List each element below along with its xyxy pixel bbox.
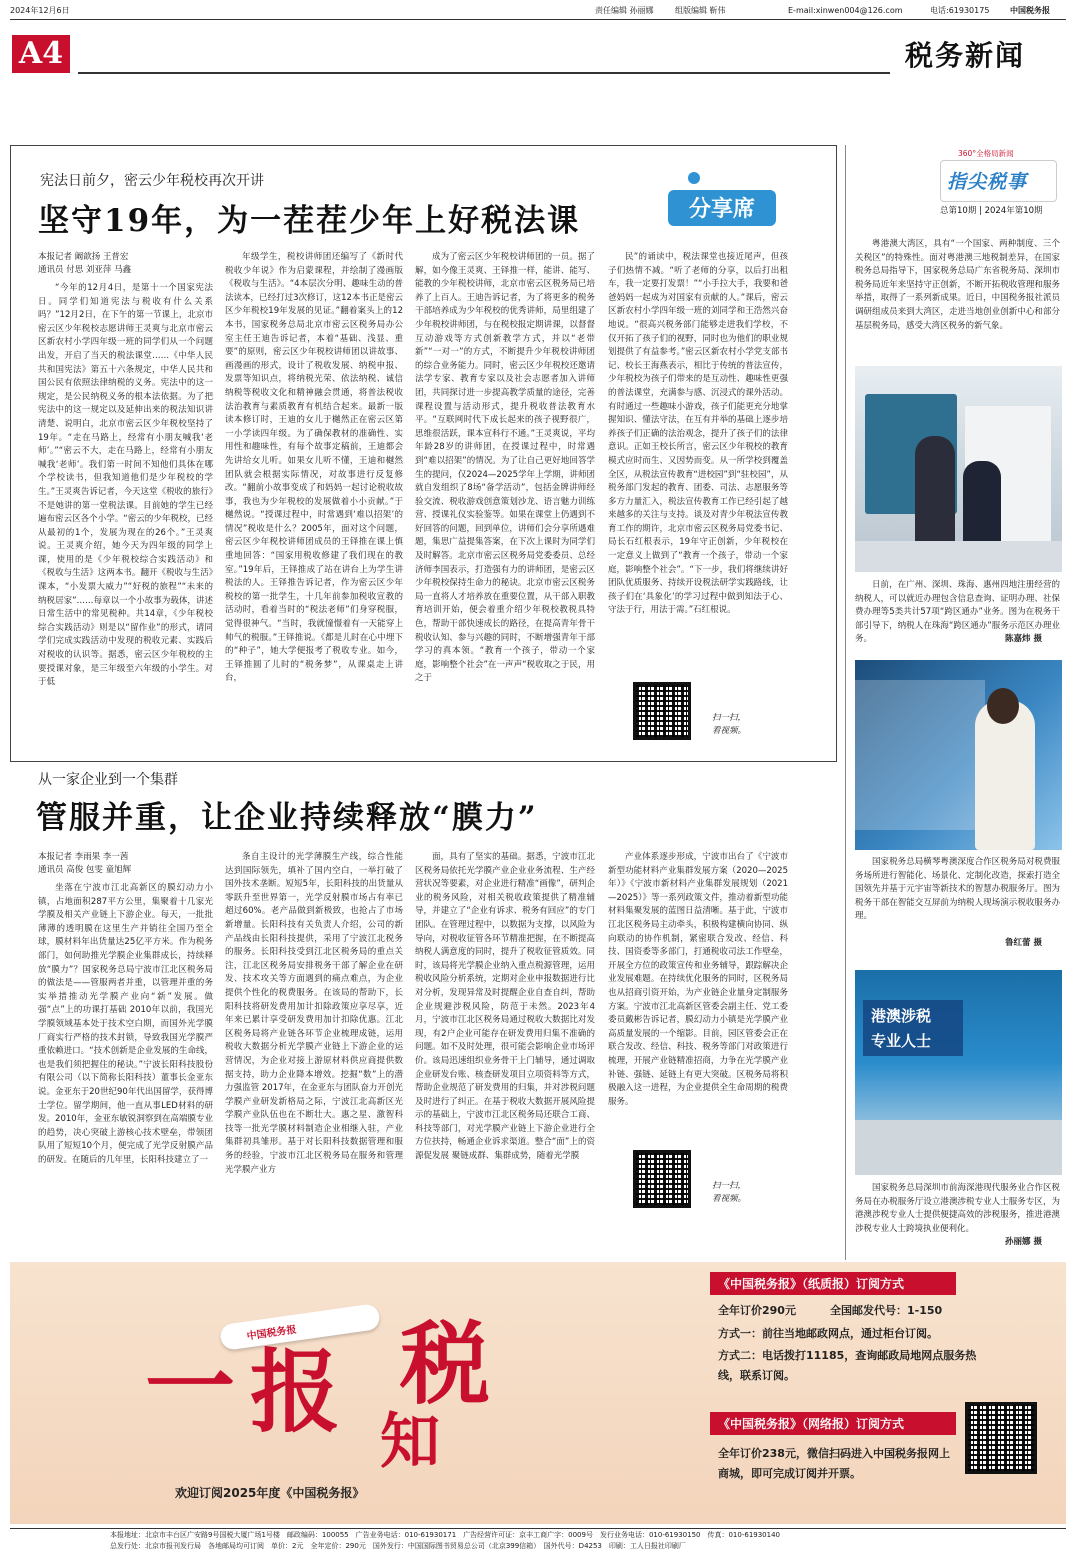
badge-issue: 总第10期 | 2024年第10期 <box>940 206 1043 216</box>
article1-qr-code[interactable] <box>633 682 691 740</box>
article2-column-3-text: 面，具有了坚实的基础。据悉，宁波市江北区税务局依托光学膜产业企业业务流程、生产经营状况等要素，对企业进行精准“画像”，研判企业的税务风险，对相关税收政策提供了精准辅导，并建立了“企业有诉求、税务有回应”的专门团队。在管理过程中，以数据为支撑，以风险为导向，对税收征管各环节精准把握，在不断提高纳税人满意度的同时，提升了税收征管质效。同时，该局将光学膜企业纳入重点税源管理，运用税收风险分析系统，定期对企业申报数据进行比对分析，发现异常及时提醒企业自查自纠，帮助企业规避涉税风险，防范于未然。2023年4月，宁波市江北区税务局通过税收大数据比对发现，有2户企业可能存在研发费用归集不准确的问题。如不及时处理，很可能会影响企业市场评价。该局迅速组织业务骨干上门辅导，通过调取企业研发台账、核查研发项目立项资料等方式，帮助企业规范了研发费用的归集，并对涉税问题及时进行了纠正。在基于税收大数据开展风险提示的基础上，宁波市江北区税务局还联合工商、科技等部门，对光学膜产业链上下游企业进行全方位扶持，畅通企业诉求渠道。整合“面”上的资源促发展 聚链成群、集群成势，随着光学膜 <box>415 852 595 1162</box>
sidebar-divider <box>845 145 846 1260</box>
footer-rule <box>10 1528 1066 1529</box>
sidebar-intro: 粤港澳大湾区，具有“一个国家、两种制度、三个关税区”的特殊性。面对粤港澳三地税制差异，在国家税务总局指导下，国家税务总局广东省税务局、深圳市税务局近年来坚持守正创新，不断开拓税收管理和服务举措，取得了一系列新成果。近日，中国税务报社派员调研组成员来到大湾区，走进当地创业创新中心和部分基层税务局，感受大湾区税务的新气象。 <box>855 239 1060 331</box>
photo1-person-a <box>915 436 955 556</box>
sidebar-badge <box>940 148 1060 224</box>
photo3-counter <box>855 1120 1062 1175</box>
badge-logo-text: 指尖税事 <box>947 171 1028 193</box>
photo2-head <box>987 688 1019 724</box>
article1-column-4-text: 民”的诵读中，税法课堂也接近尾声，但孩子们热情不减。“听了老师的分享，以后打出租车，我一定要打发票！”“小手拉大手，我要和爸爸妈妈一起成为对国家有贡献的人。”课后，密云区新农村小学四年级一班的刘同学和王浩然兴奋地说。“很高兴税务部门能够走进我们学校，不仅开拓了孩子们的视野，同时也为他们的职业规划提供了有益参考。”密云区新农村小学党支部书记、校长王海燕表示，相比于传统的普法宣传，少年税校为孩子们带来的是互动性、趣味性更强的普法课堂，充满参与感、沉浸式的课外活动。有时通过一些趣味小游戏，孩子们能更充分地掌握知识、懂法守法，在互有并举的基础上逐步培养孩子们正确的法治观念，提升了孩子们的法律意识。正如王校长所言，密云区少年税校的教育模式应时而生、又因势而变。从一所学校到覆盖全区，从税法宣传教育“进校园”到“驻校园”，从税务部门发起的教育、团委、司法、志愿服务等多方力量汇入，税法宣传教育工作已经引起了越来越多的关注与支持。谈及对青少年税法宣传教育工作的期许，北京市密云区税务局党委书记、局长石红根表示，19年守正创新，少年税校在一定意义上做到了“教育一个孩子，带动一个家庭，影响整个社会”。“下一步，我们将继续讲好团队优质服务、持续开设税法研学实践路线，让孩子们在‘具象化’的学习过程中做到知法于心、守法于行，用法于需。”石红根说。 <box>608 252 788 616</box>
header-date: 2024年12月6日 <box>10 6 70 15</box>
article1-column-4 <box>608 251 788 669</box>
article1-column-3-text: 成为了密云区少年税校讲师团的一员。据了解，如今像王灵爽、王铎推一样，能讲、能写、能教的少年税校讲师，北京市密云区税务局已培养了上百人。王迪告诉记者，为了将更多的税务干部培养成为少年税校的优秀讲师，局里组建了少年税校讲师团，与在税校报定期讲课，以督督互动游戏等方式创新教学方式，并以“老带新”“一对一”的方式，不断提升少年税校讲师团的综合业务能力。同时，密云区少年税校还邀请法学专家、教育专家以及社会志愿者加入讲师团，共同探讨进一步提高教学质量的途径，完善课程设置与活动形式，提升税收普法教育水平。“互联网时代下成长起来的孩子视野很广，思维很活跃，课本宣科行不通。”王灵爽说，平均年龄28岁的讲师团，在授课过程中，时常遇到“难以招架”的情况。为了让自己更好地回答学生的提问，仅2024—2025学年上学期，讲师团就自发组织了8场“备学活动”，包括金牌讲师经验交流、税收游戏创意策划沙龙、语言魅力训练营、授课礼仪实验鉴等。如果在课堂上仍遇到不好回答的问题，回到单位，讲师们会分享所遇难题，集思广益提集答案，在下次上课时为同学们及时解答。北京市密云区税务局党委委员、总经济师李国表示，打造强有力的讲师团，是密云区少年税校保持生命力的秘诀。北京市密云区税务局一直将人才培养放在重要位置，从干部入职教育培训开始，便会着重介绍少年税校教税具特色，帮助干部快速成长的路径，在提高青年骨干税收认知、参与兴趣的同时，不断增强青年干部学习的真本领。“教育一个孩子，带动一个家庭，影响整个社会”在一声声“税收取之于民，用之于 <box>415 252 595 684</box>
article2-byline-correspondents: 通讯员 高俊 包雯 童旭辉 <box>38 865 132 875</box>
sidebar-photo-2-credit: 鲁红蕾 摄 <box>1005 938 1042 948</box>
article1-column-2 <box>225 251 403 746</box>
article1-byline-correspondents: 通讯员 付思 刘亚萍 马鑫 <box>38 265 132 275</box>
ad-box-paper <box>710 1272 1055 1402</box>
sidebar-photo-3-credit: 孙丽娜 摄 <box>1005 1237 1042 1247</box>
ad-box-paper-title: 《中国税务报》（纸质报）订阅方式 <box>710 1272 956 1295</box>
header-editor: 责任编辑 孙丽娜 <box>595 6 654 15</box>
share-tag-label: 分享席 <box>688 196 755 222</box>
photo1-counter <box>855 541 1062 572</box>
sidebar-photo-1 <box>855 366 1062 572</box>
ad-char-1: 一 <box>145 1334 235 1440</box>
article1-qr-caption: 扫一扫，看视频。 <box>712 713 747 736</box>
ad-box-paper-price: 全年订价290元 <box>718 1304 796 1317</box>
ad-char-2: 报 <box>250 1339 340 1445</box>
header-email: E-mail:xinwen004@126.com <box>788 6 903 15</box>
badge-logo <box>940 160 1057 202</box>
ad-char-3: 税 <box>400 1311 490 1417</box>
footer-line-1: 本报地址：北京市丰台区广安路9号国税大厦广场1号楼 邮政编码：100055 广告业务电话：010-61930171 广告经营许可证：京丰工商广字：0009号 发行业务电话：010-61930150 传真：010-61930140 <box>110 1531 780 1539</box>
article2-byline <box>38 851 198 877</box>
article1-title: 坚守19年，为一茬茬少年上好税法课 <box>38 203 581 239</box>
header-paper: 中国税务报 <box>1010 6 1050 15</box>
article1-column-2-text: 年级学生，税校讲师团还编写了《新时代税收少年说》作为启蒙课程，并绘制了漫画版《税收与生活》。“4本层次分明、趣味生动的普法读本，已经打过3次修订，这12本书正是密云区少年税校19年发展的见证。”翻着案头上的12本书，国家税务总局北京市密云区税务局办公室主任王迪告诉记者，本着“基础、浅显、重要”的原则，密云区少年税校讲师团以讲故事、画漫画的形式，设计了税收发展、纳税申报、发票等知识点，将纳税光荣、依法纳税、诚信纳税等税收文化和精神融会贯通，将普法税收法治教育与素质教育有机结合起来。最新一版读本修订时，王迪的女儿于樾然正在密云区第一小学读四年级。为了确保教材的准确性、实用性和趣味性，有每个故事定稿前，王迪都会先讲给女儿听。如果女儿听不懂，王迪和樾然团队就会根据实际情况，对故事进行反复修改。“翻前小故事变成了和妈妈一起讨论税收故事，我也为少年税校的发展做着小小贡献。”于樾然说。“授课过程中，时常遇到‘难以招架’的情况”税收是什么？2005年，面对这个问题，密云区少年税校讲师团成员的王铎推在课上慎重地回答：“国家用税收修建了我们现在的教室。”19年后，王铎推成了站在讲台上为学生讲税法的人。王铎推告诉记者，作为密云区少年税校的第一批学生，十几年前参加税收宣教的活动时，看着当时的“税法老师”们身穿税服，觉得很神气。“当时，我就憧憬着有一天能穿上帅气的税服。”王铎推说。《都是儿时在心中埋下的“种子”，她大学便报考了税收专业。如今，王铎推圆了儿时的“税务梦”，从课桌走上讲台， <box>225 252 403 684</box>
sidebar-photo-1-caption: 日前，在广州、深圳、珠海、惠州四地注册经营的纳税人，可以就近办理包含信息查询、证明办理、社保费办理等5类共计57项“跨区通办”业务。图为在税务干部引导下，纳税人在珠海“跨区通办”服务示范区办理业务。 <box>855 580 1060 644</box>
subscription-ad <box>10 1262 1066 1524</box>
sidebar-photo-3 <box>855 970 1062 1175</box>
article1-column-3 <box>415 251 595 746</box>
ad-box-online-text: 全年订价238元，微信扫码进入中国税务报网上商城，即可完成订阅并开票。 <box>718 1447 950 1480</box>
article2-column-1-text: 坐落在宁波市江北高新区的膜幻动力小镇，占地面积287平方公里，集聚着十几家光学膜及相关产业链上下游企业。每天，一批批薄薄的透明膜在这里生产并销往全国乃至全球，膜材料年出货量达25亿平方米。作为税务部门，如何助推光学膜企业集群成长，持续释放“膜力”？国家税务总局宁波市江北区税务局的做法是——管服两者并重，以管理并重的务实举措推动光学膜产业向“新”发展。做强“点”上的功课打基础 2010年以前，我国光学膜领域基本处于技术空白期，而国外光学膜厂商实行严格的技术封锁，导致我国光学膜严重依赖进口。“技术创新是企业发展的生命线，也是我们须把握住的秘诀。”宁波长阳科技股份有限公司（以下简称长阳科技）董事长金亚东说。金亚东于20世纪90年代出国留学，获得博士学位。留学期间，他一直从事LED材料的研发。2010年，金亚东敏锐洞察到在高端膜专业的趋势，决心突破上游核心技术壁垒，带领团队用了短短10个月，便完成了光学反射膜产品的研发。在随后的几年里，长阳科技建立了一 <box>38 883 213 1165</box>
sidebar-photo-3-caption: 国家税务总局深圳市前海深港现代服务业合作区税务局在办税服务厅设立港澳涉税专业人士服务专区，为港澳涉税专业人士提供便捷高效的涉税服务，推进港澳涉税专业人士跨境执业便利化。 <box>855 1183 1060 1234</box>
article2-qr-code[interactable] <box>633 1150 691 1208</box>
section-title: 税务新闻 <box>905 39 1026 72</box>
article2-column-2 <box>225 851 403 1248</box>
photo3-sign-line-1: 港澳涉税 <box>871 1007 932 1025</box>
photo3-sign <box>863 1000 963 1056</box>
sidebar-photo-2-caption: 国家税务总局横琴粤澳深度合作区税务局对税费服务场所进行智能化、场景化、定制化改造，探索打造全国领先并基于元宇宙等新技术的智慧办税服务厅。图为税务干部在智能交互屏前为纳税人现场演示税收服务办理。 <box>855 857 1060 921</box>
photo3-sign-line-2: 专业人士 <box>871 1032 932 1050</box>
article1-byline <box>38 251 198 277</box>
photo2-screen <box>855 680 985 830</box>
article2-qr-caption: 扫一扫，看视频。 <box>712 1181 747 1204</box>
header-rule <box>10 19 1066 20</box>
page-number: A4 <box>12 35 70 73</box>
article2-column-4 <box>608 851 788 1129</box>
article2-title: 管服并重，让企业持续释放“膜力” <box>36 800 538 836</box>
section-rule <box>78 72 890 74</box>
ad-pen-brand: 中国税务报 <box>246 1324 298 1343</box>
ad-qr-code[interactable] <box>965 1402 1037 1474</box>
article1-byline-reporters: 本报记者 阚歆扬 王普宏 <box>38 252 129 262</box>
article1-kicker: 宪法日前夕，密云少年税校再次开讲 <box>40 173 264 189</box>
share-tag <box>668 168 778 232</box>
article2-kicker: 从一家企业到一个集群 <box>38 772 178 788</box>
ad-box-paper-code: 全国邮发代号：1-150 <box>830 1304 943 1317</box>
article2-column-4-text: 产业体系逐步形成，宁波市出台了《宁波市新型功能材料产业集群发展方案（2020—2025年）》《宁波市新材料产业集群发展规划（2021—2025）》等一系列政策文件，推动着新型功能材料集聚发展的蓝图日益清晰。基于此，宁波市江北区税务局主动牵头，积极构建横向协同、纵向联动的协作机制，紧密联合发改、经信、科技、国资委等多部门，打通税收司法工作壁垒，开展全方位的政策宣传和业务辅导，跟踪解决企业发展难题。在持续优化服务的同时，区税务局也从招商引资开始，为产业链企业量身定制服务方案。宁波市江北高新区管委会副主任、党工委委员戴彬告诉记者，膜幻动力小镇是光学膜产业高质量发展的一个缩影。目前，园区管委会正在联合发改、经信、科技、税务等部门对政策进行梳理，开展产业链精准招商，力争在光学膜产业补链、强链、延链上有更大突破。区税务局将积极融入这一进程，为企业提供全生命周期的税费服务。 <box>608 852 788 1107</box>
article1-column-1 <box>38 282 213 746</box>
ad-box-paper-method-1: 方式一：前往当地邮政网点，通过柜台订阅。 <box>718 1327 938 1340</box>
article2-column-3 <box>415 851 595 1248</box>
header-layout: 组版编辑 靳伟 <box>675 6 726 15</box>
badge-top-label: 360°全格局新闻 <box>958 149 1014 158</box>
sidebar-photo-1-credit: 陈嘉炜 摄 <box>1005 634 1042 644</box>
ad-box-online-title: 《中国税务报》（网络报）订阅方式 <box>710 1412 956 1435</box>
sidebar-photo-2 <box>855 660 1062 850</box>
article1-column-1-text: “今年的12月4日，是第十一个国家宪法日。同学们知道宪法与税收有什么关系吗？”12月2日，在下午的第一节课上，北京市密云区少年税校志愿讲师王灵爽与北京市密云区新农村小学四年级一班的同学们从一个问题出发，开启了当天的税法课堂……《中华人民共和国宪法》第五十六条规定，中华人民共和国公民有依照法律纳税的义务。宪法中的这一规定，是公民纳税义务的根本法依据。为了把宪法中的这一规定以及延伸出来的税法知识讲清楚、说明白，北京市密云区少年税校坚持了19年。“走在马路上，经常有小朋友喊我‘老师’。”“密云不大，走在马路上，经常有小朋友喊我‘老师’。我们第一时间不知他们具体在哪个学校读书，但我知道他们是少年税校的学生。”王灵爽告诉记者，今天这堂《税收的旅行》不是她讲的第一堂税法课。目前她的学生已经遍布密云区各个小学。“密云的少年税校，已经从最初的1个，发展为现在的26个。”王灵爽说。王灵爽介绍，她今天为四年级的同学上课，使用的是《少年税校综合实践活动》和《税收与生活》这两本书。翻开《税收与生活》课本，“小发票大威力”“好税的旅程”“未来的纳税居家”……每章以一个小故事为载体，讲述日常生活中的常见税种。共14章，《少年税校综合实践活动》则是以“留作业”的形式，请同学们完成实践活动中发现的税收元素、实践后对税收的认识等。据悉，密云区少年税校的主要授课对象，是三年级至六年级的小学生。对于低 <box>38 283 213 688</box>
header-bar <box>10 4 1066 18</box>
article2-column-1 <box>38 882 213 1248</box>
header-phone: 电话:61930175 <box>930 6 990 15</box>
article2-byline-reporters: 本报记者 李雨果 李一茜 <box>38 852 129 862</box>
ad-char-4: 知 <box>380 1407 440 1477</box>
footer-line-2: 总发行处：北京市报刊发行局 各地邮局均可订阅 单价：2元 全年定价：290元 国外发行：中国国际图书贸易总公司（北京399信箱） 国外代号：D4253 印刷：工人日报社印刷厂 <box>110 1542 686 1550</box>
share-tag-dot <box>688 172 700 184</box>
ad-welcome: 欢迎订阅2025年度《中国税务报》 <box>175 1486 365 1500</box>
ad-box-paper-method-2: 方式二：电话拨打11185，查询邮政局地网点服务热线，联系订阅。 <box>718 1349 977 1382</box>
article2-column-2-text: 条自主设计的光学薄膜生产线，综合性能达到国际领先，填补了国内空白，一举打破了国外技术垄断。短短5年，长阳科技的出货量从零跃升至世界第一，光学反射膜市场占有率已超过60%。老产品做到新极致，也抢占了市场新增量。长阳科技有关负责人介绍，公司的新产品线由长阳科技提供，采用了宁波江北税务的服务。长阳科技受到江北区税务局的重点关注，江北区税务局安排税务干部了解企业在研发、技术攻关等方面遇到的痛点难点，为企业提供个性化的税费服务。在该局的帮助下，长阳科技将研发费用加计扣除政策应享尽享，近年来已累计享受研发费用加计扣除优惠。江北区税务局将产业链各环节企业梳理成链，运用税收大数据分析光学膜产业链上下游企业的运营情况，为企业对接上游原材料供应商提供数据支持，助力企业降本增效。挖掘“数”上的潜力强监管 2017年，在金亚东与团队奋力开创光学膜产业研发新格局之际，宁波江北高新区光学膜产业队伍也在不断壮大。惠之星、激智科技等一批光学膜材料制造企业相继入驻，产业集群初具雏形。基于对长阳科技数据管理和服务的经验，宁波市江北区税务局在服务和管理光学膜产业方 <box>225 852 403 1175</box>
